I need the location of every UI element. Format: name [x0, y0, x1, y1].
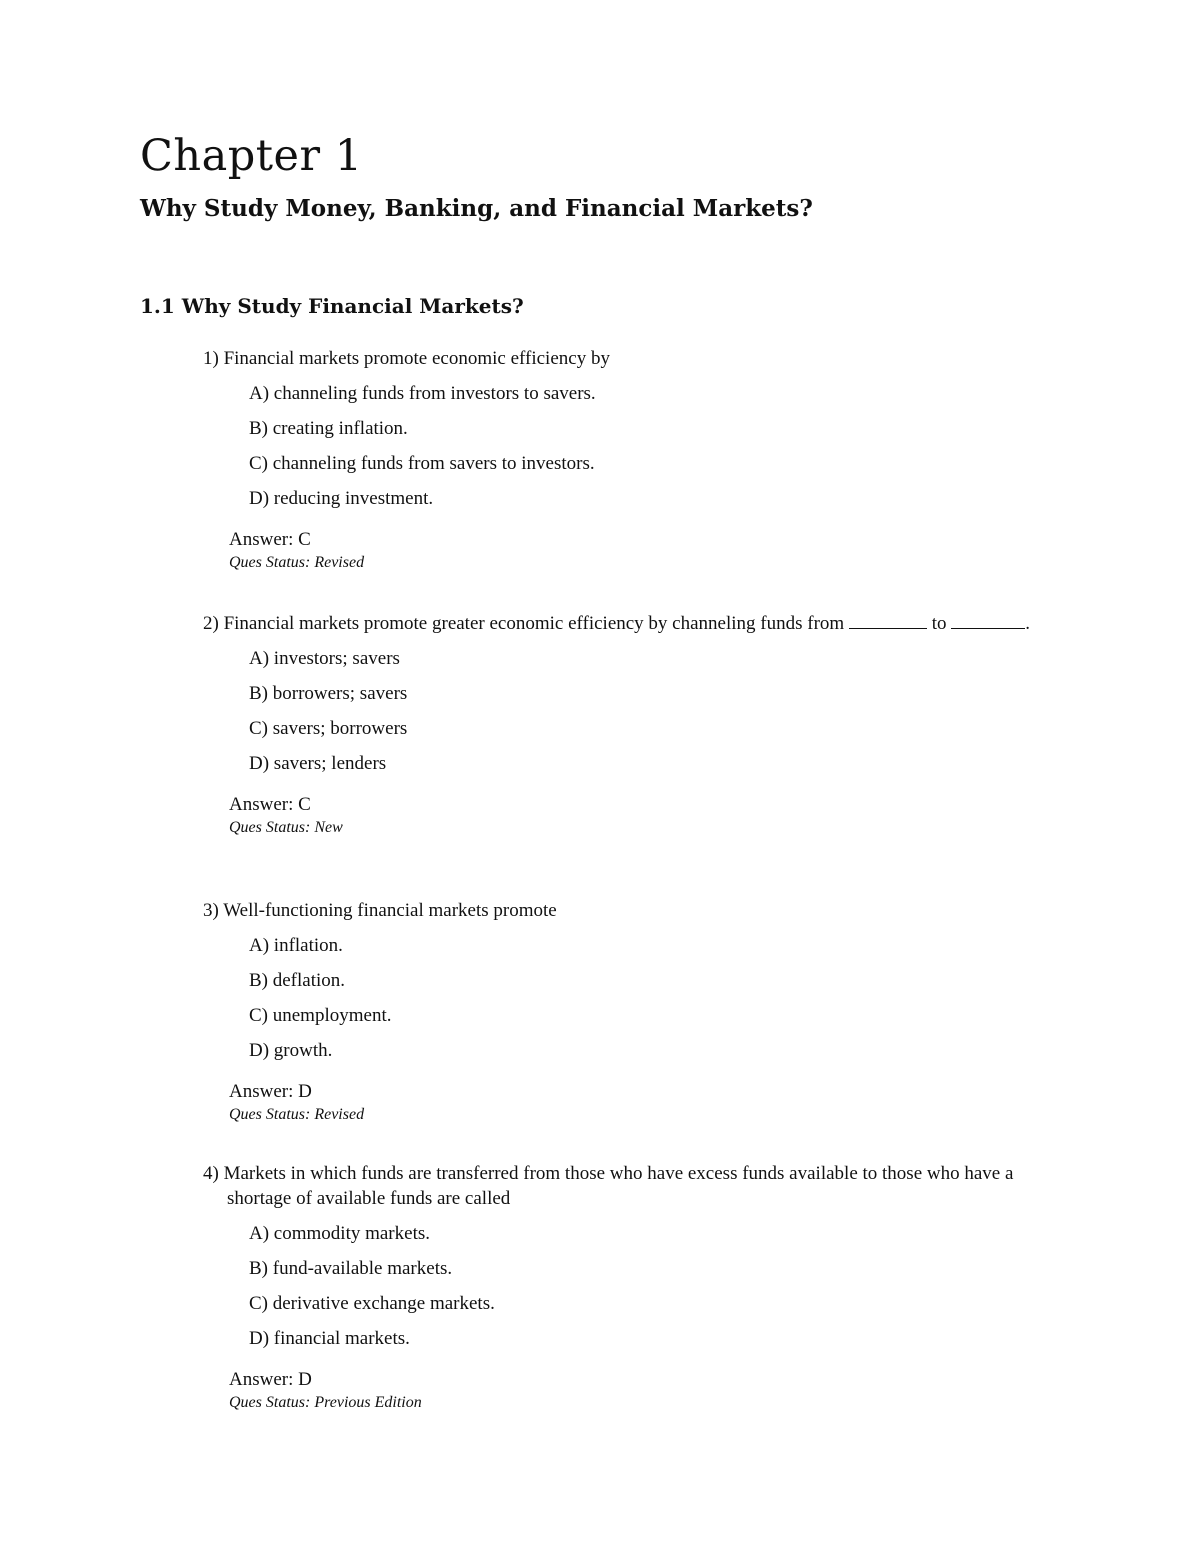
choice-a: A) inflation.	[249, 935, 343, 956]
question-text: 4) Markets in which funds are transferred from those who have excess funds available to those who have a shortage of available funds are called	[203, 1163, 1014, 1209]
choice-c: C) channeling funds from savers to investors.	[249, 453, 595, 474]
answer: Answer: C	[229, 794, 311, 815]
choice-list	[203, 646, 1033, 786]
choice-b: B) fund-available markets.	[249, 1258, 453, 1279]
chapter-subtitle: Why Study Money, Banking, and Financial Markets?	[140, 195, 813, 222]
question-status: Ques Status: Revised	[229, 554, 365, 571]
question-text: 3) Well-functioning financial markets promote	[203, 900, 557, 921]
choice-c: C) unemployment.	[249, 1005, 392, 1026]
choice-list	[203, 1221, 1033, 1361]
chapter-title: Chapter 1	[140, 131, 363, 181]
question-text-end: .	[1025, 613, 1030, 634]
choice-list	[203, 933, 1033, 1073]
answer-blank	[951, 611, 1025, 629]
choice-a: A) investors; savers	[249, 648, 400, 669]
choice-b: B) creating inflation.	[249, 418, 408, 439]
choice-d: D) growth.	[249, 1040, 333, 1061]
question-3	[203, 898, 1033, 1126]
section-heading: 1.1 Why Study Financial Markets?	[140, 294, 524, 318]
question-4	[203, 1161, 1033, 1414]
choice-list	[203, 381, 1033, 521]
choice-b: B) deflation.	[249, 970, 346, 991]
choice-d: D) savers; lenders	[249, 753, 387, 774]
choice-d: D) financial markets.	[249, 1328, 410, 1349]
choice-a: A) channeling funds from investors to savers.	[249, 383, 596, 404]
question-text	[203, 611, 1033, 636]
question-status: Ques Status: Previous Edition	[229, 1394, 422, 1411]
question-text-start: 2) Financial markets promote greater economic efficiency by channeling funds from	[203, 613, 849, 634]
choice-c: C) savers; borrowers	[249, 718, 408, 739]
question-text: 1) Financial markets promote economic efficiency by	[203, 348, 610, 369]
question-status: Ques Status: New	[229, 819, 343, 836]
choice-b: B) borrowers; savers	[249, 683, 408, 704]
choice-c: C) derivative exchange markets.	[249, 1293, 495, 1314]
question-2	[203, 611, 1033, 839]
answer: Answer: D	[229, 1081, 312, 1102]
question-text-middle: to	[926, 613, 952, 634]
question-status: Ques Status: Revised	[229, 1106, 365, 1123]
choice-d: D) reducing investment.	[249, 488, 434, 509]
answer: Answer: C	[229, 529, 311, 550]
answer-blank	[849, 611, 927, 629]
answer: Answer: D	[229, 1369, 312, 1390]
choice-a: A) commodity markets.	[249, 1223, 430, 1244]
question-1	[203, 346, 1033, 574]
